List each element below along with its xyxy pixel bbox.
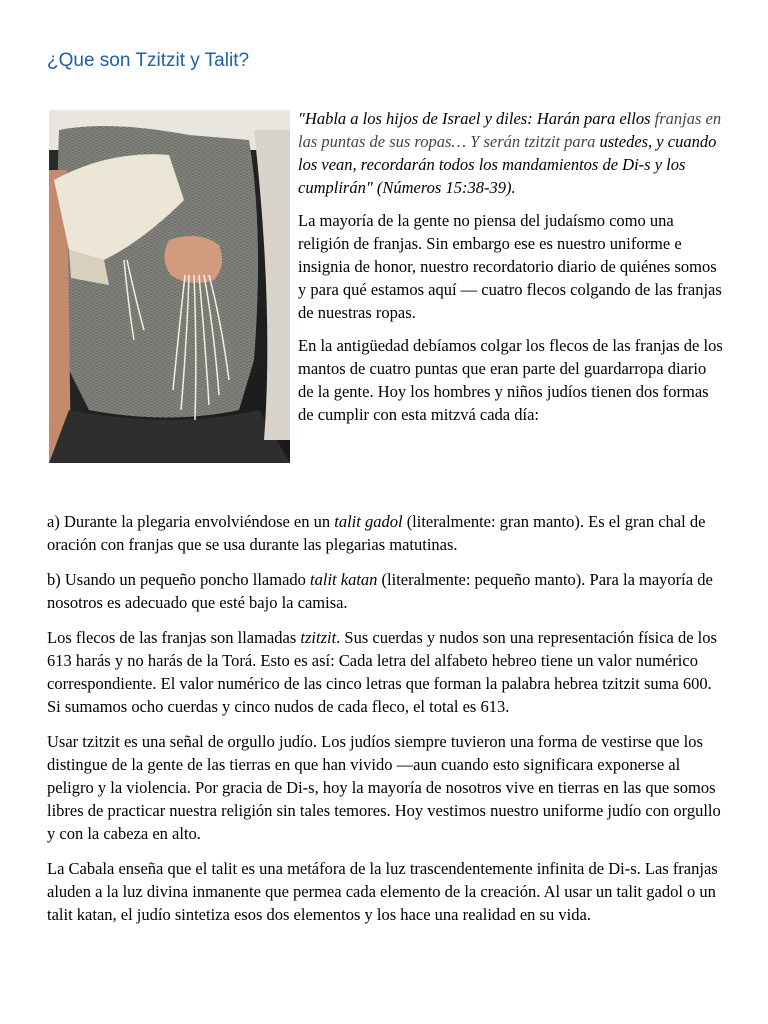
main-body [47,510,723,938]
paragraph-4: Usar tzitzit es una señal de orgullo judío. Los judíos siempre tuvieron una forma de vestirse que los distingue de la gente de las tierras en que han vivido —aun cuando esto significara exponerse al peligro y la violencia. Por gracia de Di-s, hoy la mayoría de nosotros vive en tierras en las que somos libres de practicar nuestra religión sin tales temores. Hoy vestimos nuestro uniforme judío con orgullo y con la cabeza en alto. [47,732,721,843]
paragraph-b-text-2: (literalmente: pequeño manto). Para la mayoría de nosotros es adecuado que esté bajo la camisa. [47,570,713,612]
paragraph-3-emphasis: tzitzit [300,628,337,647]
paragraph-1: La mayoría de la gente no piensa del judaísmo como una religión de franjas. Sin embargo ese es nuestro uniforme e insignia de honor, nuestro recordatorio diario de quiénes somos y para qué estamos aquí — cuatro flecos colgando de las franjas de nuestras ropas. [298,211,722,322]
man-holding-tzitzit-photo [49,110,290,463]
paragraph-2: En la antigüedad debíamos colgar los flecos de las franjas de los mantos de cuatro puntas que eran parte del guardarropa diario de la gente. Hoy los hombres y niños judíos tienen dos formas de cumplir con esta mitzvá cada día: [298,336,723,424]
paragraph-b-emphasis: talit katan [310,570,378,589]
paragraph-b [47,568,723,614]
page-title: ¿Que son Tzitzit y Talit? [47,50,250,71]
paragraph-3-text-1: Los flecos de las franjas son llamadas [47,628,301,647]
paragraph-a [47,510,723,556]
paragraph-3-text-2: . Sus cuerdas y nudos son una representación física de los 613 harás y no harás de la Torá. Esto es así: Cada letra del alfabeto hebreo tiene un valor numérico correspondiente. El valor numérico de las cinco letras que forman la palabra hebrea tzitzit suma 600. Si sumamos ocho cuerdas y cinco nudos de cada fleco, el total es 613. [47,628,717,716]
paragraph-a-text-1: a) Durante la plegaria envolviéndose en un [47,512,335,531]
side-column [298,107,723,436]
bible-quote [298,107,723,199]
quote-text-2: franjas en las puntas de sus ropas… Y serán tzitzit para [298,109,722,151]
paragraph-5: La Cabala enseña que el talit es una metáfora de la luz trascendentemente infinita de Di-s. Las franjas aluden a la luz divina inmanente que permea cada elemento de la creación. Al usar un talit gadol o un talit katan, el judío sintetiza esos dos elementos y los hace una realidad en su vida. [47,859,718,924]
paragraph-3 [47,626,723,718]
paragraph-a-text-2: (literalmente: gran manto). Es el gran chal de oración con franjas que se usa durante las plegarias matutinas. [47,512,706,554]
photo-illustration [49,110,290,463]
quote-text-1: "Habla a los hijos de Israel y diles: Harán para ellos [298,109,655,128]
paragraph-a-emphasis: talit gadol [334,512,403,531]
paragraph-b-text-1: b) Usando un pequeño poncho llamado [47,570,311,589]
quote-text-3: ustedes, y cuando los vean, recordarán todos los mandamientos de Di-s y los cumplirán" (Números 15:38-39). [298,132,717,197]
